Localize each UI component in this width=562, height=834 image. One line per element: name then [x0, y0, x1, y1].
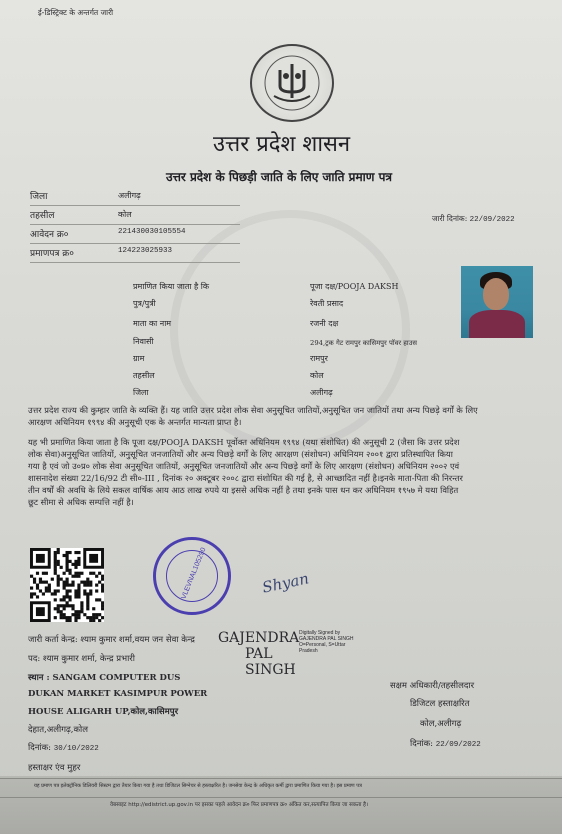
applicant-photo: [461, 266, 533, 338]
table-row: तहसील कोल: [30, 207, 240, 225]
authority-digital: डिजिटल हस्ताक्षरित: [410, 699, 470, 709]
sign-and-seal-label: हस्ताक्षर एंव मुहर: [28, 763, 81, 773]
issuer-date: दिनांक: 30/10/2022: [28, 743, 99, 753]
handwritten-signature: Shyan: [260, 569, 311, 597]
detail-label-mother: माता का नाम: [133, 319, 172, 328]
footer-line: वेबसाइट http://edistrict.up.gov.in पर इसका पहले आवेदन क्र० फिर प्रमाणपत्र क्र० अंकित कर,सत्यापित किया जा सकता है।: [110, 802, 368, 808]
authority-place: कोल,अलीगढ़: [420, 719, 462, 729]
footer-line: यह प्रमाण पत्र इलेक्ट्रॉनिक डिलिवरी सिस्टम द्वारा तैयार किया गया है तथा डिजिटल सिग्नेचर से हस्ताक्षरित है। जनसेवा केन्द्र के अधिकृत कर्मी द्वारा प्रमाणित किया गया है। इस प्रमाण पत्र: [34, 783, 362, 789]
seal-stamp: [153, 537, 231, 615]
authority-date: दिनांक: 22/09/2022: [410, 739, 481, 749]
detail-label-district: जिला: [133, 388, 149, 397]
detail-value-village: रामपुर: [310, 354, 328, 363]
digital-signer-name: GAJENDRA PAL SINGH: [218, 630, 300, 678]
table-row: जिला अलीगढ़: [30, 188, 240, 206]
detail-label-tehsil: तहसील: [133, 371, 155, 380]
stamp-code: VLEVNAL105290: [180, 546, 208, 601]
issuer-place-line: स्थान : SANGAM COMPUTER DUS: [28, 673, 181, 683]
issuing-center: जारी कर्ता केन्द्र: श्याम कुमार शर्मा,वयम जन सेवा केन्द्र: [28, 635, 195, 645]
issuer-post: पद: श्याम कुमार शर्मा, केन्द्र प्रभारी: [28, 654, 135, 664]
digital-signature-meta: Digitally Signed by GAJENDRA PAL SINGH O=Personal, S=Uttar Pradesh: [299, 630, 354, 654]
issuer-place-line: HOUSE ALIGARH UP,कोल,कासिमपुर: [28, 707, 179, 717]
detail-label-resident: निवासी: [133, 337, 154, 346]
certificate-subtitle: उत्तर प्रदेश के पिछड़ी जाति के लिए जाति प्रमाण पत्र: [166, 170, 393, 184]
detail-label-parent: पुत्र/पुत्री: [133, 299, 156, 308]
detail-value-district: अलीगढ़: [310, 388, 333, 397]
certification-paragraph-line: छूट सीमा से अधिक सम्पत्ति नहीं है।: [28, 497, 134, 507]
authority-title: सक्षम अधिकारी/तहसीलदार: [390, 681, 475, 691]
issuer-place-line: DUKAN MARKET KASIMPUR POWER: [28, 689, 208, 699]
detail-value-parent: रेवती प्रसाद: [310, 299, 344, 308]
certification-paragraph-line: लोक सेवा)अनुसूचित जातियों, अनुसूचित जनजातियों और अन्य पिछड़े वर्गों के लिए आरक्षण (संशोधन) अधिनियम २००१ द्वारा प्रतिस्थापित किया: [28, 449, 453, 459]
detail-value-resident: 294,ट्रक गेट रामपुर कासिमपुर पॉवर हाउस: [310, 339, 417, 347]
certification-paragraph-line: शासनादेश संख्या 22/16/92 टी सी०-III , दिनांक २० अक्टूबर २००८ द्वारा संशोधित की गई है, से आच्छादित नहीं है।इनके माता-पिता की निरन्तर: [28, 473, 463, 483]
qr-code-icon: [30, 548, 104, 622]
certification-paragraph-line: यह भी प्रमाणित किया जाता है कि पूजा दक्ष/POOJA DAKSH पूर्वोक्त अधिनियम १९९४ (यथा संशोधित) की अनुसूची 2 (जैसा कि उत्तर प्रदेश: [28, 437, 460, 447]
table-row: प्रमाणपत्र क्र० 124223025933: [30, 245, 240, 263]
top-note: ई-डिस्ट्रिक्ट के अन्तर्गत जारी: [38, 8, 114, 17]
issue-date-value: 22/09/2022: [469, 216, 515, 224]
certification-paragraph-line: गया है एवं जो उ०प्र० लोक सेवा अनुसूचित जातियों, अनुसूचित जनजातियों और अन्य पिछड़े वर्गों के लिए आरक्षण (संशोधन) अधिनियम २००२ एवं: [28, 461, 460, 471]
detail-label-certified: प्रमाणित किया जाता है कि: [133, 282, 210, 291]
issue-date-label: जारी दिनांक:: [432, 214, 468, 223]
detail-label-village: ग्राम: [133, 354, 145, 363]
detail-value-mother: रजनी दक्ष: [310, 319, 339, 328]
caste-paragraph-line: उत्तर प्रदेश राज्य की कुम्हार जाति के व्यक्ति हैं। यह जाति उत्तर प्रदेश लोक सेवा अनुसूचित जातियों,अनुसूचित जन जातियों तथा अन्य पिछड़े वर्गों के लिए: [28, 405, 478, 415]
detail-value-tehsil: कोल: [310, 371, 324, 380]
page-title: उत्तर प्रदेश शासन: [213, 132, 351, 157]
issuer-village: देहात,अलीगढ़,कोल: [28, 725, 88, 735]
certification-paragraph-line: तीन वर्षों की अवधि के लिये सकल वार्षिक आय आठ लाख रुपये या इससे अधिक नहीं है तथा इनके पास धन कर अधिनियम १९५७ मे यथा विहित: [28, 485, 459, 495]
up-government-emblem-icon: [250, 44, 334, 122]
caste-paragraph-line: आरक्षण अधिनियम १९९४ की अनुसूची एक के अन्तर्गत मान्यता प्राप्त है।: [28, 417, 242, 427]
table-row: आवेदन क्र० 221430030105554: [30, 226, 240, 244]
issue-date: [432, 214, 515, 224]
detail-value-name: पूजा दक्ष/POOJA DAKSH: [310, 282, 399, 291]
